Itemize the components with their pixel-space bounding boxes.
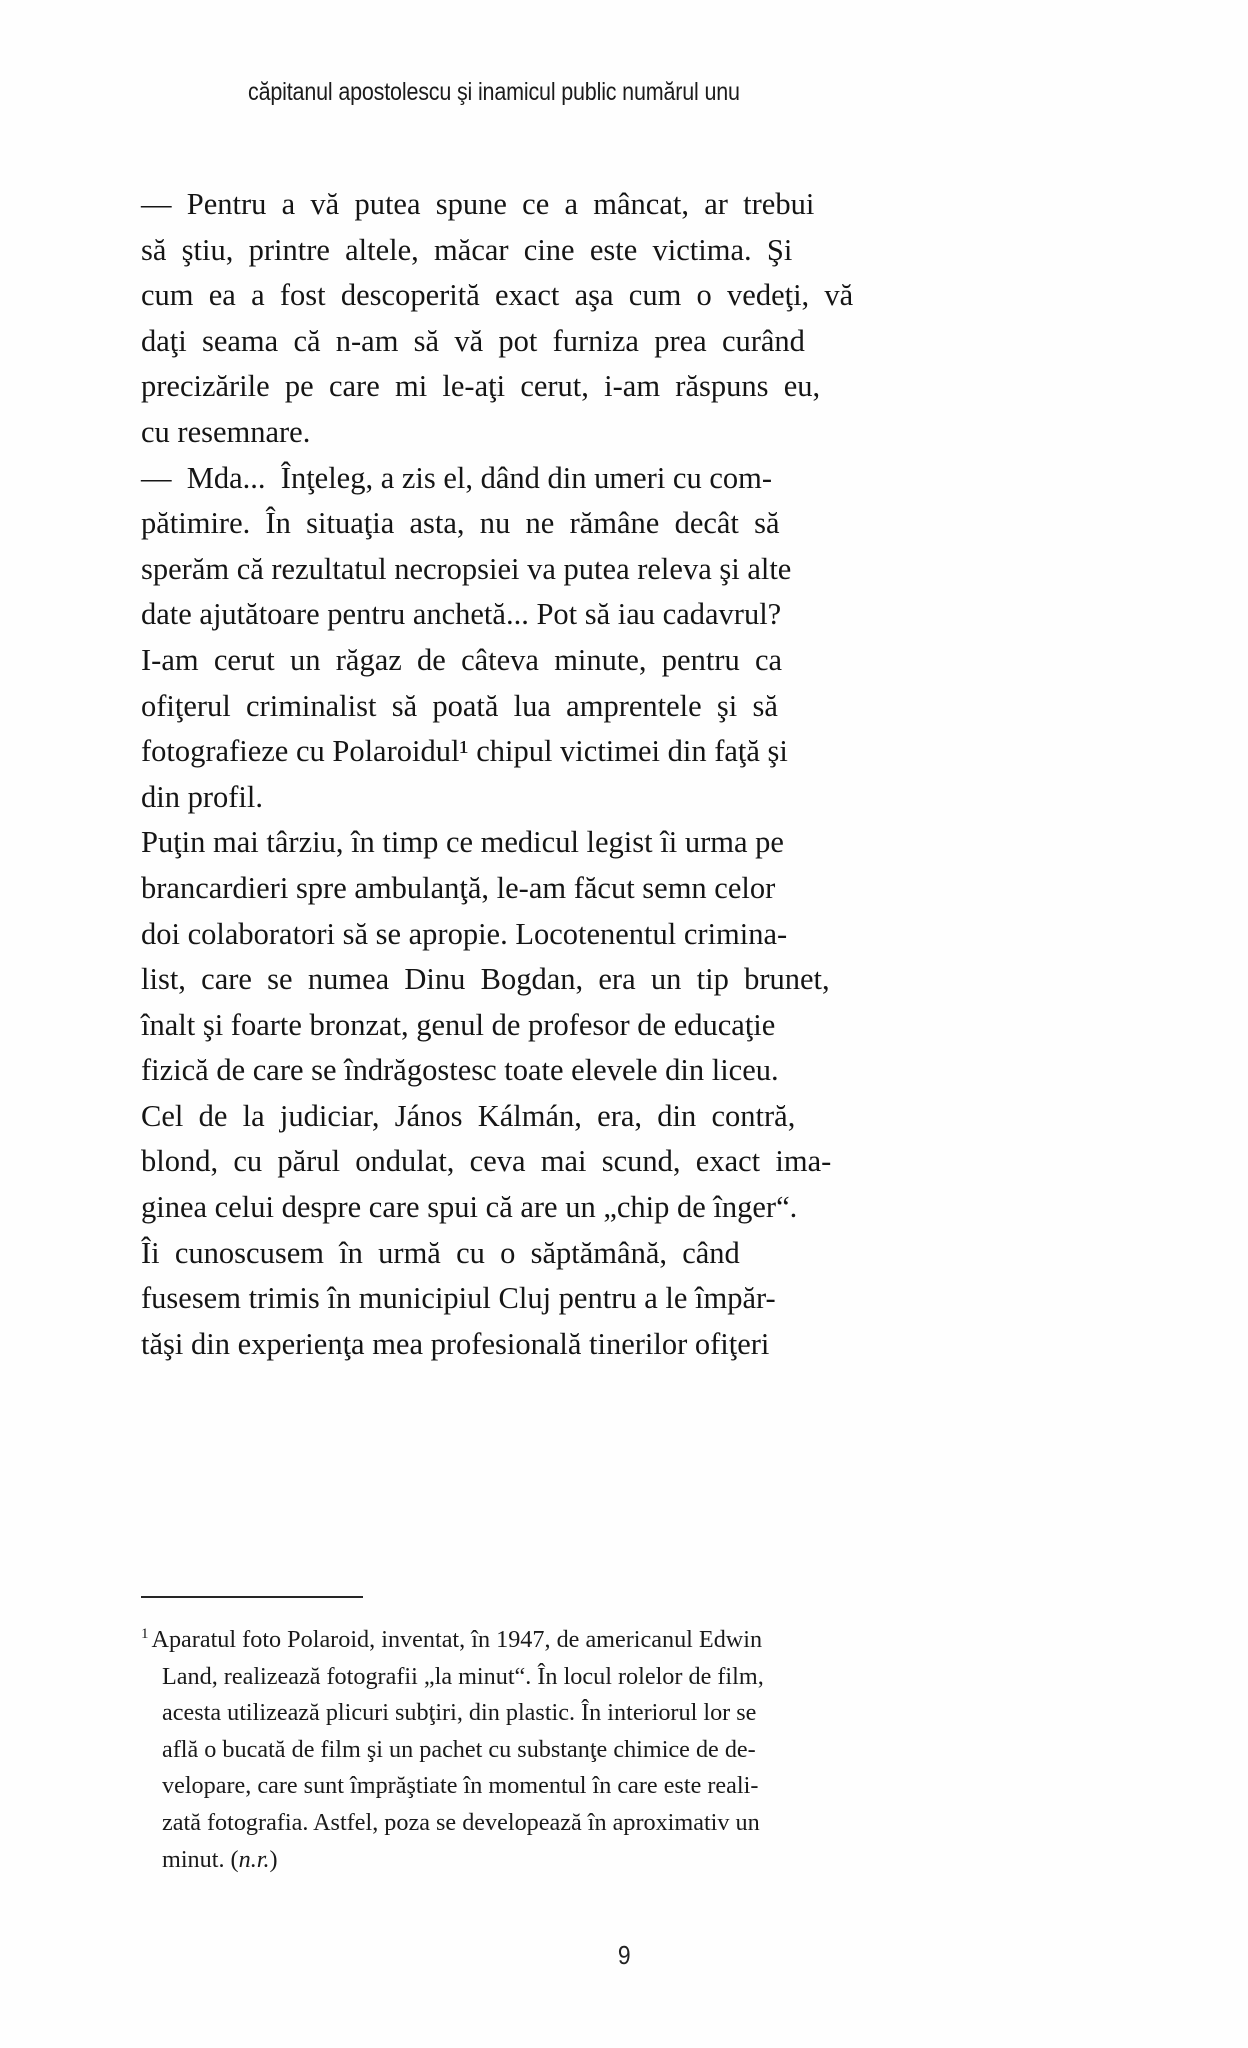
text-line: sperăm că rezultatul necropsiei va putea releva şi alte [141, 551, 792, 586]
footnote-line: velopare, care sunt împrăştiate în momentul în care este reali- [162, 1772, 759, 1800]
text-line: ofiţerul criminalist să poată lua amprentele şi să [141, 688, 778, 723]
text-line: să ştiu, printre altele, măcar cine este victima. Şi [141, 232, 793, 267]
text-line: ginea celui despre care spui că are un „chip de înger“. [141, 1190, 798, 1225]
text-line: Îi cunoscusem în urmă cu o săptămână, când [141, 1235, 740, 1270]
text-line: pătimire. În situaţia asta, nu ne rămâne decât să [141, 506, 780, 541]
body-text [141, 182, 854, 1367]
footnote-last-prefix: minut. ( [162, 1845, 239, 1873]
text-line: fizică de care se îndrăgostesc toate elevele din liceu. [141, 1053, 779, 1088]
paragraph [141, 1231, 851, 1368]
text-line: — Pentru a vă putea spune ce a mâncat, ar trebui [141, 187, 815, 221]
footnote-separator-rule [141, 1596, 363, 1598]
page-number [0, 1940, 1248, 1971]
text-line: cu resemnare. [141, 414, 311, 449]
paragraph [141, 820, 851, 1230]
text-line: brancardieri spre ambulanţă, le-am făcut semn celor [141, 870, 776, 905]
text-line: precizările pe care mi le-aţi cerut, i-am răspuns eu, [141, 369, 821, 404]
text-line: list, care se numea Dinu Bogdan, era un tip brunet, [141, 962, 830, 997]
footnote-line-text: Aparatul foto Polaroid, inventat, în 1947, de americanul Edwin [151, 1626, 763, 1653]
footnote-block [141, 1622, 853, 1878]
text-line: Puţin mai târziu, în timp ce medicul legist îi urma pe [141, 825, 784, 860]
page-number-value: 9 [617, 1940, 631, 1970]
running-head: căpitanul apostolescu şi inamicul public numărul unu [248, 78, 740, 106]
footnote-line: zată fotografia. Astfel, poza se developează în aproximativ un [162, 1808, 760, 1836]
text-line: cum ea a fost descoperită exact aşa cum o vedeţi, vă [141, 278, 854, 313]
text-line: — Mda... Înţeleg, a zis el, dând din umeri cu com- [141, 460, 772, 495]
text-line: doi colaboratori să se apropie. Locotenentul crimina- [141, 916, 788, 951]
footnote-line: Land, realizează fotografii „la minut“. În locul rolelor de film, [162, 1662, 764, 1690]
paragraph [141, 456, 851, 638]
text-line: din profil. [141, 779, 263, 814]
text-line: daţi seama că n-am să vă pot furniza prea curând [141, 323, 805, 358]
footnote-marker: 1 [141, 1626, 149, 1643]
text-line-with-footnote-ref: fotografieze cu Polaroidul¹ chipul victimei din faţă şi [141, 734, 788, 769]
paragraph [141, 638, 851, 820]
text-line: I-am cerut un răgaz de câteva minute, pentru ca [141, 642, 783, 677]
footnote-line: acesta utilizează plicuri subţiri, din plastic. În interiorul lor se [162, 1699, 757, 1727]
text-line: date ajutătoare pentru anchetă... Pot să iau cadavrul? [141, 597, 782, 632]
footnote-line-last [141, 1842, 853, 1879]
footnote-last-suffix: ) [269, 1845, 278, 1873]
text-line: tăşi din experienţa mea profesională tinerilor ofiţeri [141, 1326, 770, 1361]
paragraph [141, 182, 854, 456]
text-line: Cel de la judiciar, János Kálmán, era, din contră, [141, 1098, 796, 1133]
footnote-line-first [141, 1622, 853, 1659]
text-line: înalt şi foarte bronzat, genul de profesor de educaţie [141, 1007, 776, 1042]
text-line: fusesem trimis în municipiul Cluj pentru a le împăr- [141, 1281, 776, 1316]
text-line: blond, cu părul ondulat, ceva mai scund, exact ima- [141, 1144, 832, 1179]
footnote-source-abbrev: n.r. [238, 1845, 270, 1873]
footnote-line: află o bucată de film şi un pachet cu substanţe chimice de de- [162, 1735, 756, 1763]
